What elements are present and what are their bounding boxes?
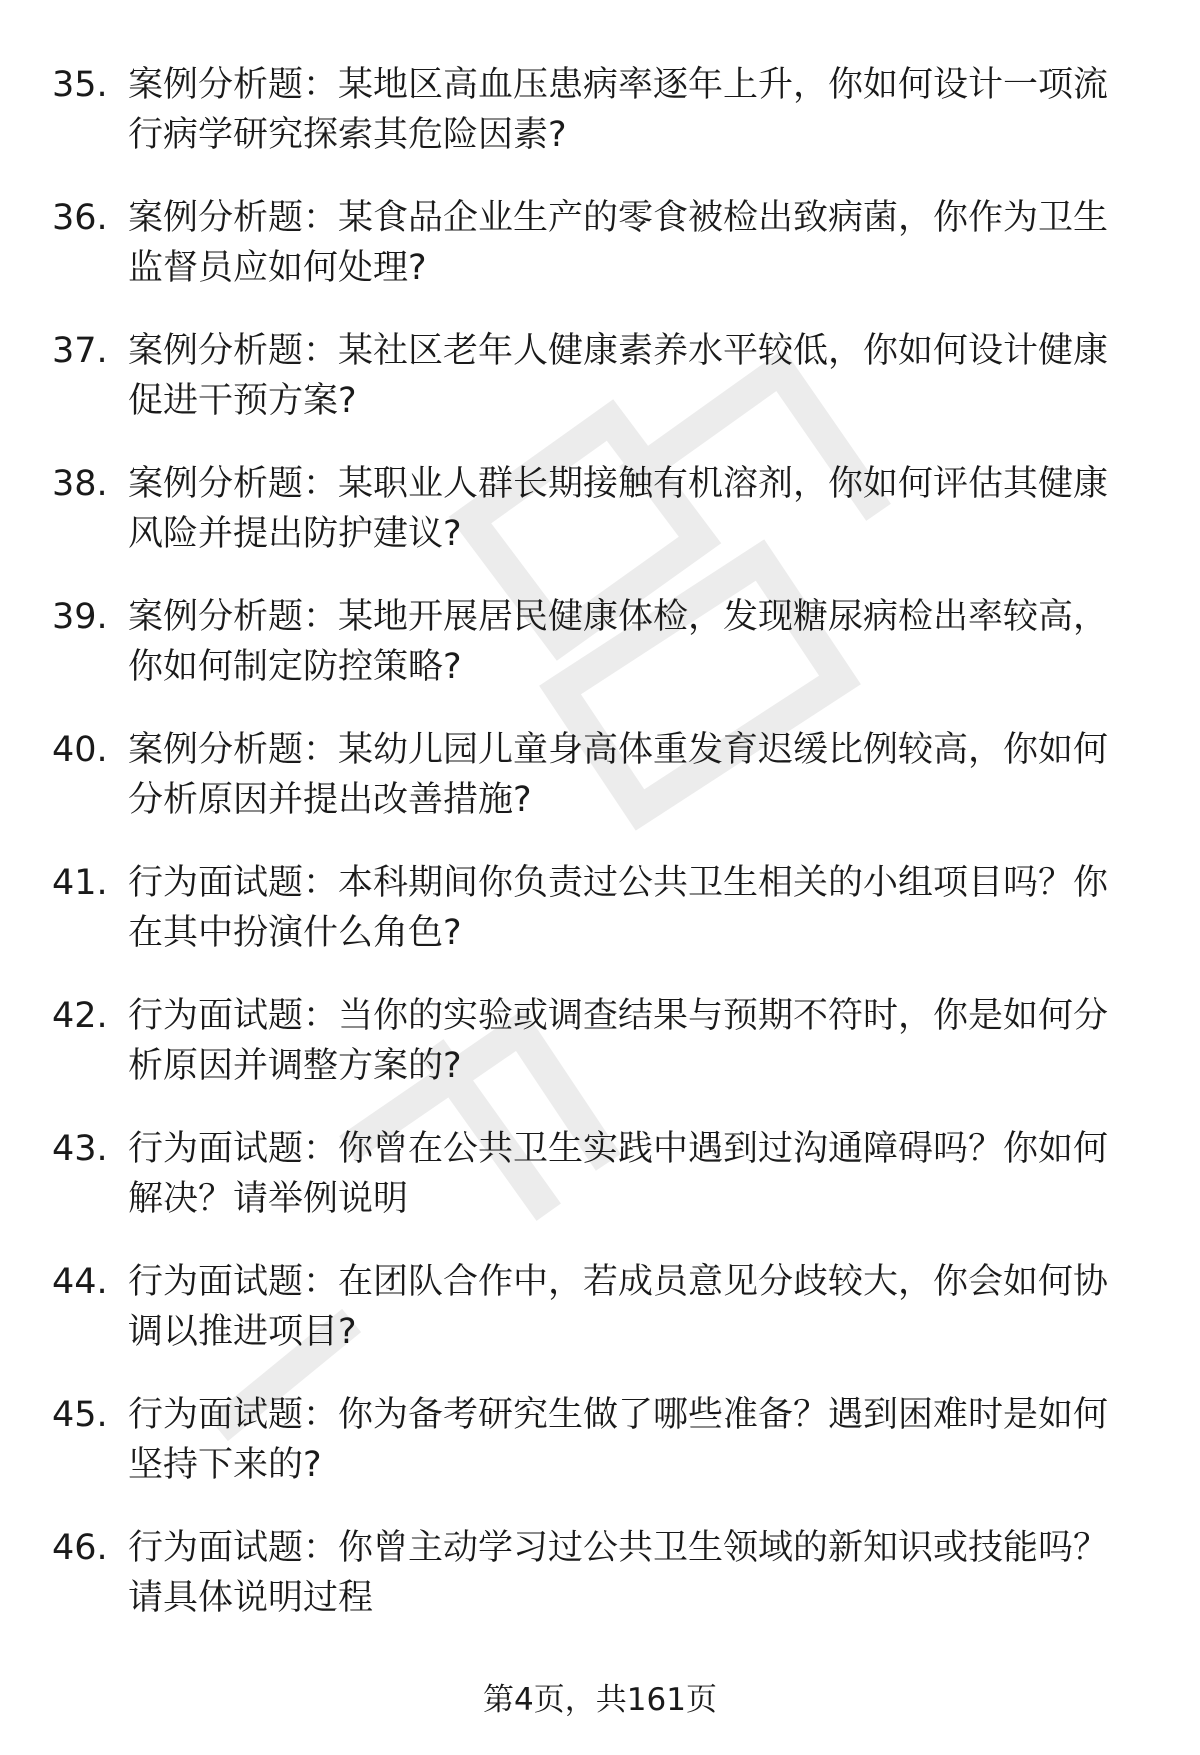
question-number: 37.	[52, 331, 108, 371]
question-text: 行为面试题：在团队合作中，若成员意见分歧较大，你会如何协调以推进项目?	[128, 1262, 1109, 1352]
question-number: 44.	[52, 1262, 108, 1302]
question-number: 38.	[52, 464, 108, 504]
question-number: 42.	[52, 996, 108, 1036]
question-number: 40.	[52, 730, 108, 770]
question-number: 36.	[52, 198, 108, 238]
question-text: 案例分析题：某食品企业生产的零食被检出致病菌，你作为卫生监督员应如何处理?	[128, 198, 1109, 288]
question-item	[52, 60, 1142, 193]
question-text: 案例分析题：某社区老年人健康素养水平较低，你如何设计健康促进干预方案?	[128, 331, 1109, 421]
question-text: 行为面试题：你曾在公共卫生实践中遇到过沟通障碍吗？你如何解决？请举例说明	[128, 1129, 1109, 1219]
question-item	[52, 991, 1142, 1124]
question-text: 案例分析题：某地开展居民健康体检，发现糖尿病检出率较高，你如何制定防控策略?	[128, 597, 1109, 687]
question-number: 35.	[52, 65, 108, 105]
question-item	[52, 725, 1142, 858]
question-item	[52, 592, 1142, 725]
question-item	[52, 858, 1142, 991]
question-text: 案例分析题：某地区高血压患病率逐年上升，你如何设计一项流行病学研究探索其危险因素?	[128, 65, 1109, 155]
page-footer: 第4页，共161页	[483, 1682, 717, 1718]
question-text: 行为面试题：你为备考研究生做了哪些准备？遇到困难时是如何坚持下来的?	[128, 1395, 1109, 1485]
question-text: 行为面试题：你曾主动学习过公共卫生领域的新知识或技能吗？请具体说明过程	[128, 1528, 1109, 1618]
question-text: 行为面试题：本科期间你负责过公共卫生相关的小组项目吗？你在其中扮演什么角色?	[128, 863, 1109, 953]
question-item	[52, 1124, 1142, 1257]
question-number: 45.	[52, 1395, 108, 1435]
question-number: 46.	[52, 1528, 108, 1568]
question-item	[52, 1257, 1142, 1390]
question-list	[52, 60, 1142, 1656]
question-text: 行为面试题：当你的实验或调查结果与预期不符时，你是如何分析原因并调整方案的?	[128, 996, 1109, 1086]
question-item	[52, 459, 1142, 592]
question-number: 43.	[52, 1129, 108, 1169]
question-number: 41.	[52, 863, 108, 903]
question-item	[52, 193, 1142, 326]
question-text: 案例分析题：某幼儿园儿童身高体重发育迟缓比例较高，你如何分析原因并提出改善措施?	[128, 730, 1109, 820]
question-item	[52, 1523, 1142, 1656]
question-text: 案例分析题：某职业人群长期接触有机溶剂，你如何评估其健康风险并提出防护建议?	[128, 464, 1109, 554]
question-number: 39.	[52, 597, 108, 637]
question-item	[52, 1390, 1142, 1523]
question-item	[52, 326, 1142, 459]
